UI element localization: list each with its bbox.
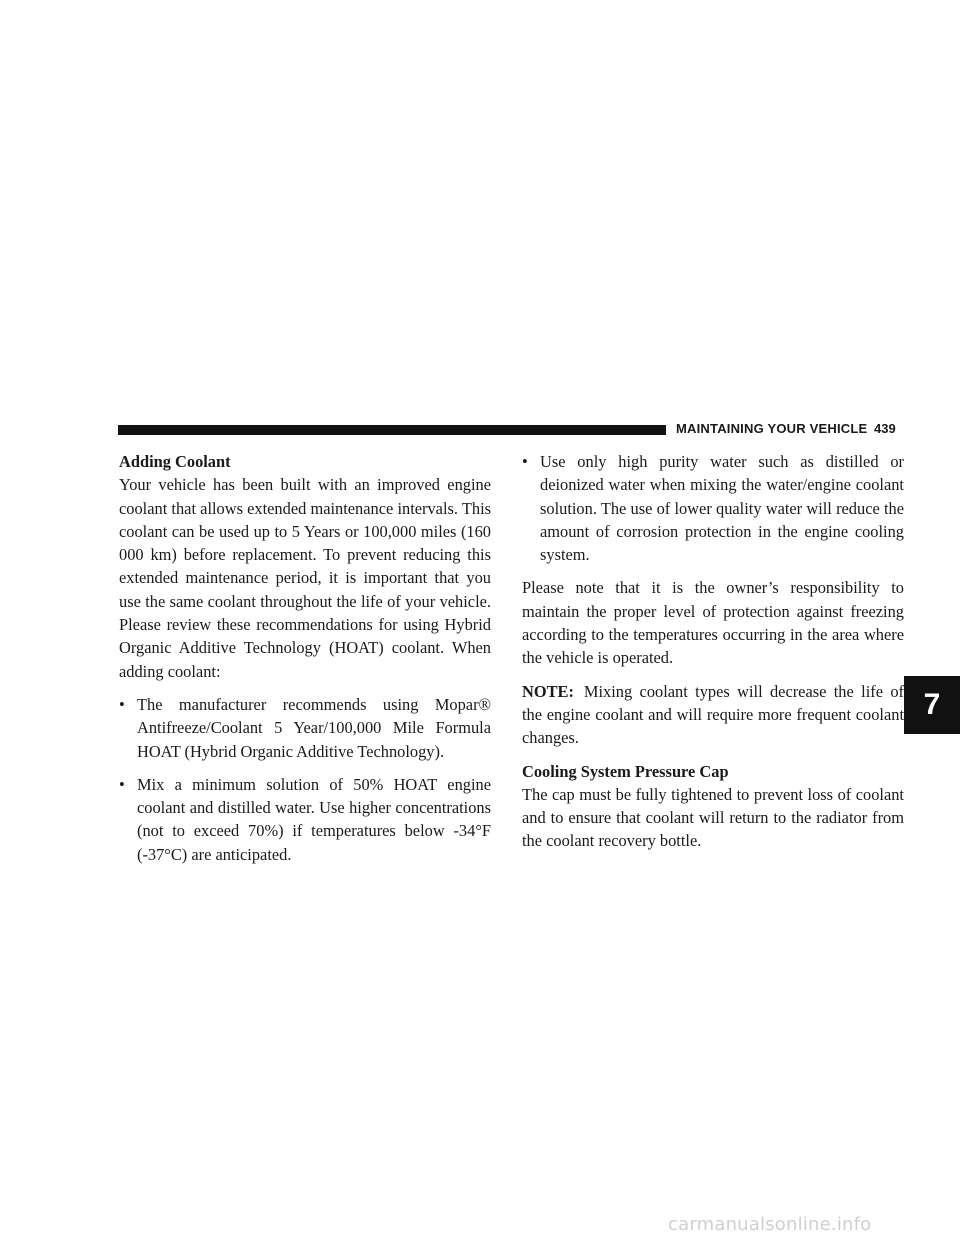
page-number: 439 — [874, 421, 896, 436]
note-paragraph — [522, 680, 904, 750]
bullet-list — [119, 693, 491, 866]
list-item — [119, 693, 491, 763]
bullet-text: Mix a minimum solution of 50% HOAT engine coolant and distilled water. Use higher concentrations (not to exceed 70%) if temperatures below -34°F (-37°C) are anticipated. — [137, 774, 491, 864]
bullet-icon: • — [119, 694, 125, 714]
bullet-list — [522, 450, 904, 566]
bullet-text: Use only high purity water such as distilled or deionized water when mixing the water/engine coolant solution. The use of lower quality water will reduce the amount of corrosion protection in the engine cooling system. — [540, 452, 904, 565]
note-text: Mixing coolant types will decrease the life of the engine coolant and will require more frequent coolant changes. — [522, 681, 904, 748]
list-item — [522, 450, 904, 566]
running-header-title: MAINTAINING YOUR VEHICLE — [676, 421, 868, 436]
left-column — [119, 450, 491, 866]
bullet-icon: • — [119, 774, 125, 794]
list-item — [119, 773, 491, 866]
adding-coolant-intro: Your vehicle has been built with an improved engine coolant that allows extended maintenance intervals. This coolant can be used up to 5 Years or 100,000 miles (160 000 km) before replacement. To prevent reducing this extended maintenance period, it is important that you use the same coolant throughout the life of your vehicle. Please review these recommendations for using Hybrid Organic Additive Technology (HOAT) coolant. When adding coolant: — [119, 475, 491, 681]
pressure-cap-paragraph: The cap must be fully tightened to prevent loss of coolant and to ensure that coolant will return to the radiator from the coolant recovery bottle. — [522, 784, 904, 851]
header-rule — [118, 425, 666, 435]
section-heading-pressure-cap: Cooling System Pressure Cap — [522, 761, 729, 781]
owner-responsibility-paragraph: Please note that it is the owner’s responsibility to maintain the proper level of protection against freezing according to the temperatures occurring in the area where the vehicle is operated. — [522, 578, 904, 668]
section-heading-adding-coolant: Adding Coolant — [119, 452, 231, 471]
right-column — [522, 450, 904, 853]
bullet-icon: • — [522, 452, 528, 471]
bullet-text: The manufacturer recommends using Mopar® Antifreeze/Coolant 5 Year/100,000 Mile Formula HOAT (Hybrid Organic Additive Technology). — [137, 694, 491, 761]
note-label: NOTE: — [522, 681, 574, 701]
site-watermark: carmanualsonline.info — [668, 1214, 872, 1235]
chapter-tab: 7 — [904, 676, 960, 734]
